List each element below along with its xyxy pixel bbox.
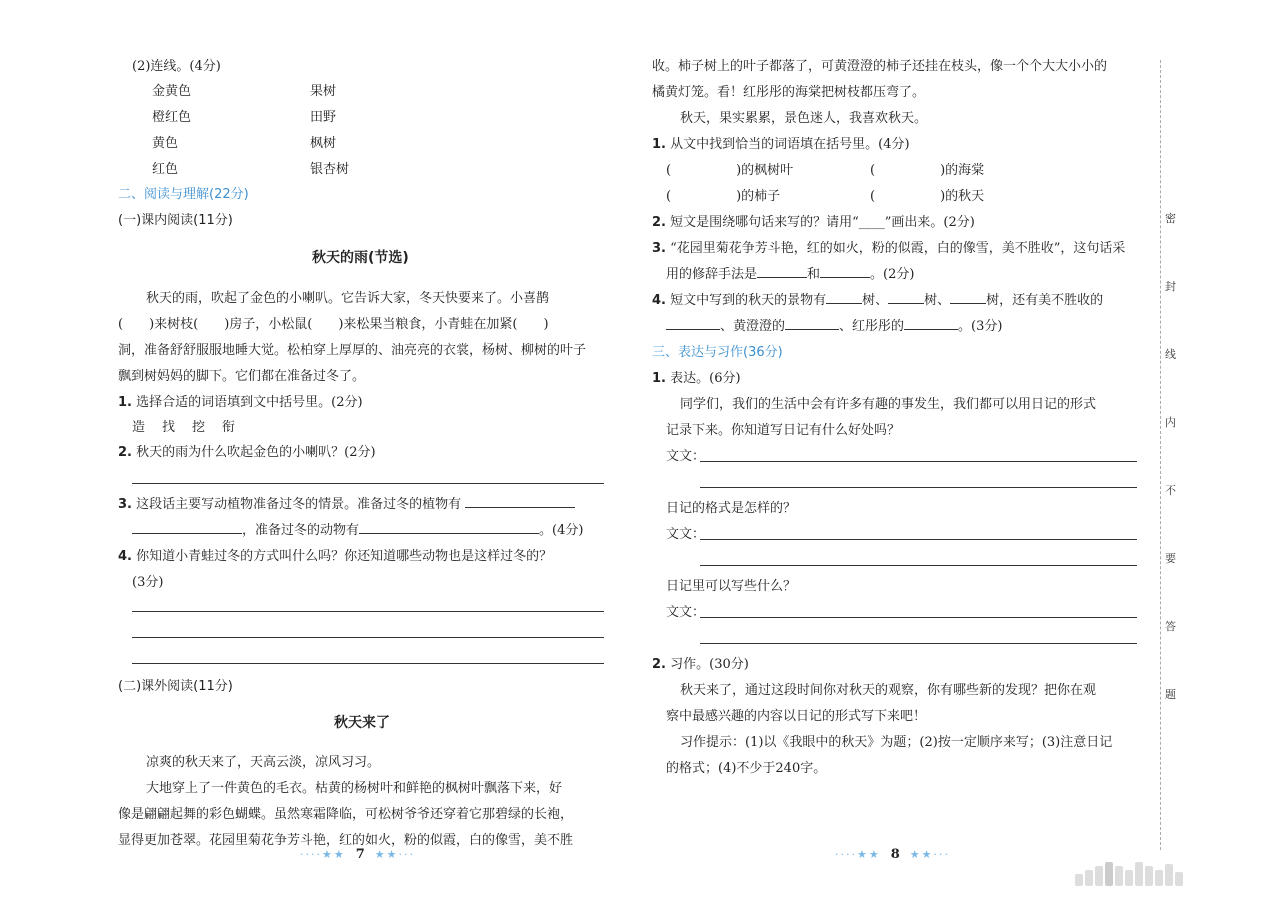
watermark-bars-icon [1075, 862, 1183, 886]
e2-tips: 的格式；(4)不少于240字。 [666, 761, 827, 776]
passage2-cont-line: 秋天，果实累累，景色迷人，我喜欢秋天。 [680, 111, 928, 126]
answer-blank[interactable] [757, 277, 807, 278]
section3-title: 三、表达与习作(36分) [652, 345, 783, 360]
seal-char: 题 [1165, 688, 1176, 701]
q2-match-header: (2)连线。(4分) [132, 59, 221, 74]
e-question-2: 2. 习作。(30分) [652, 657, 749, 672]
passage1-line: ( )来树枝( )房子，小松鼠( )来松果当粮食，小青蛙在加紧( ) [118, 317, 549, 332]
match-left-item: 金黄色 [152, 84, 192, 99]
answer-line[interactable] [132, 663, 604, 664]
match-left-item: 红色 [152, 162, 179, 177]
e2-prompt: 察中最感兴趣的内容以日记的形式写下来吧！ [666, 709, 927, 724]
passage2-line: 凉爽的秋天来了，天高云淡，凉风习习。 [146, 755, 381, 770]
fill-blank[interactable]: ( )的柿子 [666, 189, 781, 204]
passage2-line: 像是翩翩起舞的彩色蝴蝶。虽然寒霜降临，可松树爷爷还穿着它那碧绿的长袍， [118, 807, 574, 822]
answer-blank[interactable] [465, 507, 575, 508]
page-number: 7 [355, 847, 365, 862]
answer-line[interactable] [700, 487, 1137, 488]
answer-label: 文文： [666, 449, 706, 464]
fill-blank[interactable]: ( )的秋天 [870, 189, 985, 204]
answer-blank[interactable] [820, 277, 870, 278]
passage1-line: 洞，准备舒舒服服地睡大觉。松柏穿上厚厚的、油亮亮的衣裳，杨树、柳树的叶子 [118, 343, 587, 358]
r-question-2: 2. 短文是围绕哪句话来写的？请用“____”画出来。(2分) [652, 215, 975, 230]
r-question-4: 4. 短文中写到的秋天的景物有 树、 树、 树，还有美不胜收的 [652, 293, 1104, 308]
passage1-line: 秋天的雨，吹起了金色的小喇叭。它告诉大家，冬天快要来了。小喜鹊 [146, 291, 550, 306]
answer-line[interactable] [700, 539, 1137, 540]
passage2-line: 显得更加苍翠。花园里菊花争芳斗艳，红的如火，粉的似霞，白的像雪，美不胜 [118, 833, 574, 848]
answer-line[interactable] [700, 461, 1137, 462]
answer-line[interactable] [132, 637, 604, 638]
seal-char: 线 [1165, 348, 1176, 361]
passage2-cont-line: 收。柿子树上的叶子都落了，可黄澄澄的柿子还挂在枝头，像一个个大大小小的 [652, 59, 1108, 74]
fill-blank[interactable]: ( )的海棠 [870, 163, 985, 178]
question-4: 4. 你知道小青蛙过冬的方式叫什么吗？你还知道哪些动物也是这样过冬的？ [118, 549, 553, 564]
page-footer-left: ····★★ 7 ★★··· [300, 847, 415, 862]
seal-line [1160, 60, 1161, 850]
answer-blank[interactable] [888, 303, 924, 304]
seal-char: 答 [1165, 620, 1176, 633]
match-right-item: 银杏树 [310, 162, 350, 177]
page-number: 8 [890, 847, 900, 862]
page-footer-right: ····★★ 8 ★★··· [835, 847, 950, 862]
passage2-line: 大地穿上了一件黄色的毛衣。枯黄的杨树叶和鲜艳的枫树叶飘落下来，好 [146, 781, 563, 796]
answer-blank[interactable] [950, 303, 986, 304]
fill-blank[interactable]: ( )的枫树叶 [666, 163, 794, 178]
answer-blank[interactable] [826, 303, 862, 304]
seal-char: 封 [1165, 280, 1176, 293]
question-3: 3. 这段话主要写动植物准备过冬的情景。准备过冬的植物有 [118, 493, 575, 512]
passage1-title: 秋天的雨(节选) [312, 250, 409, 266]
seal-char: 内 [1165, 416, 1176, 429]
e2-prompt: 秋天来了，通过这段时间你对秋天的观察，你有哪些新的发现？把你在观 [680, 683, 1097, 698]
match-right-item: 田野 [310, 110, 337, 125]
answer-line[interactable] [132, 483, 604, 484]
e1-q3: 日记里可以写些什么？ [666, 579, 797, 594]
r-question-4-cont: 、黄澄澄的 、红彤彤的 。(3分) [666, 315, 1002, 334]
question-2: 2. 秋天的雨为什么吹起金色的小喇叭？(2分) [118, 445, 376, 460]
section2-title: 二、阅读与理解(22分) [118, 187, 249, 202]
e2-tips: 习作提示：(1)以《我眼中的秋天》为题；(2)按一定顺序来写；(3)注意日记 [680, 735, 1113, 750]
answer-line[interactable] [700, 643, 1137, 644]
answer-blank[interactable] [132, 533, 242, 534]
r-question-1: 1. 从文中找到恰当的词语填在括号里。(4分) [652, 137, 910, 152]
answer-label: 文文： [666, 527, 706, 542]
passage2-title: 秋天来了 [334, 715, 390, 731]
e1-q2: 日记的格式是怎样的？ [666, 501, 797, 516]
seal-char: 密 [1165, 212, 1176, 225]
match-left-item: 黄色 [152, 136, 179, 151]
answer-label: 文文： [666, 605, 706, 620]
r-question-3-cont: 用的修辞手法是 和 。(2分) [666, 267, 915, 282]
answer-blank[interactable] [785, 329, 839, 330]
match-right-item: 枫树 [310, 136, 337, 151]
match-left-item: 橙红色 [152, 110, 192, 125]
e1-intro: 同学们，我们的生活中会有许多有趣的事发生，我们都可以用日记的形式 [680, 397, 1097, 412]
seal-char: 不 [1165, 484, 1176, 497]
e1-intro: 记录下来。你知道写日记有什么好处吗？ [666, 423, 901, 438]
match-right-item: 果树 [310, 84, 337, 99]
q1-word-choices: 造 找 挖 衔 [132, 420, 238, 435]
answer-line[interactable] [700, 617, 1137, 618]
e-question-1: 1. 表达。(6分) [652, 371, 741, 386]
question-3-cont: ，准备过冬的动物有 。(4分) [132, 519, 583, 538]
answer-blank[interactable] [359, 533, 539, 534]
r-question-3: 3. “花园里菊花争芳斗艳，红的如火，粉的似霞，白的像雪，美不胜收”，这句话采 [652, 241, 1126, 256]
part1-title: (一)课内阅读(11分) [118, 213, 233, 228]
answer-blank[interactable] [904, 329, 958, 330]
question-1: 1. 选择合适的词语填到文中括号里。(2分) [118, 395, 363, 410]
answer-blank[interactable] [666, 329, 720, 330]
answer-line[interactable] [132, 611, 604, 612]
part2-title: (二)课外阅读(11分) [118, 679, 233, 694]
passage1-line: 飘到树妈妈的脚下。它们都在准备过冬了。 [118, 369, 366, 384]
answer-line[interactable] [700, 565, 1137, 566]
seal-char: 要 [1165, 552, 1176, 565]
q4-score: (3分) [132, 575, 164, 590]
passage2-cont-line: 橘黄灯笼。看！红彤彤的海棠把树枝都压弯了。 [652, 85, 926, 100]
